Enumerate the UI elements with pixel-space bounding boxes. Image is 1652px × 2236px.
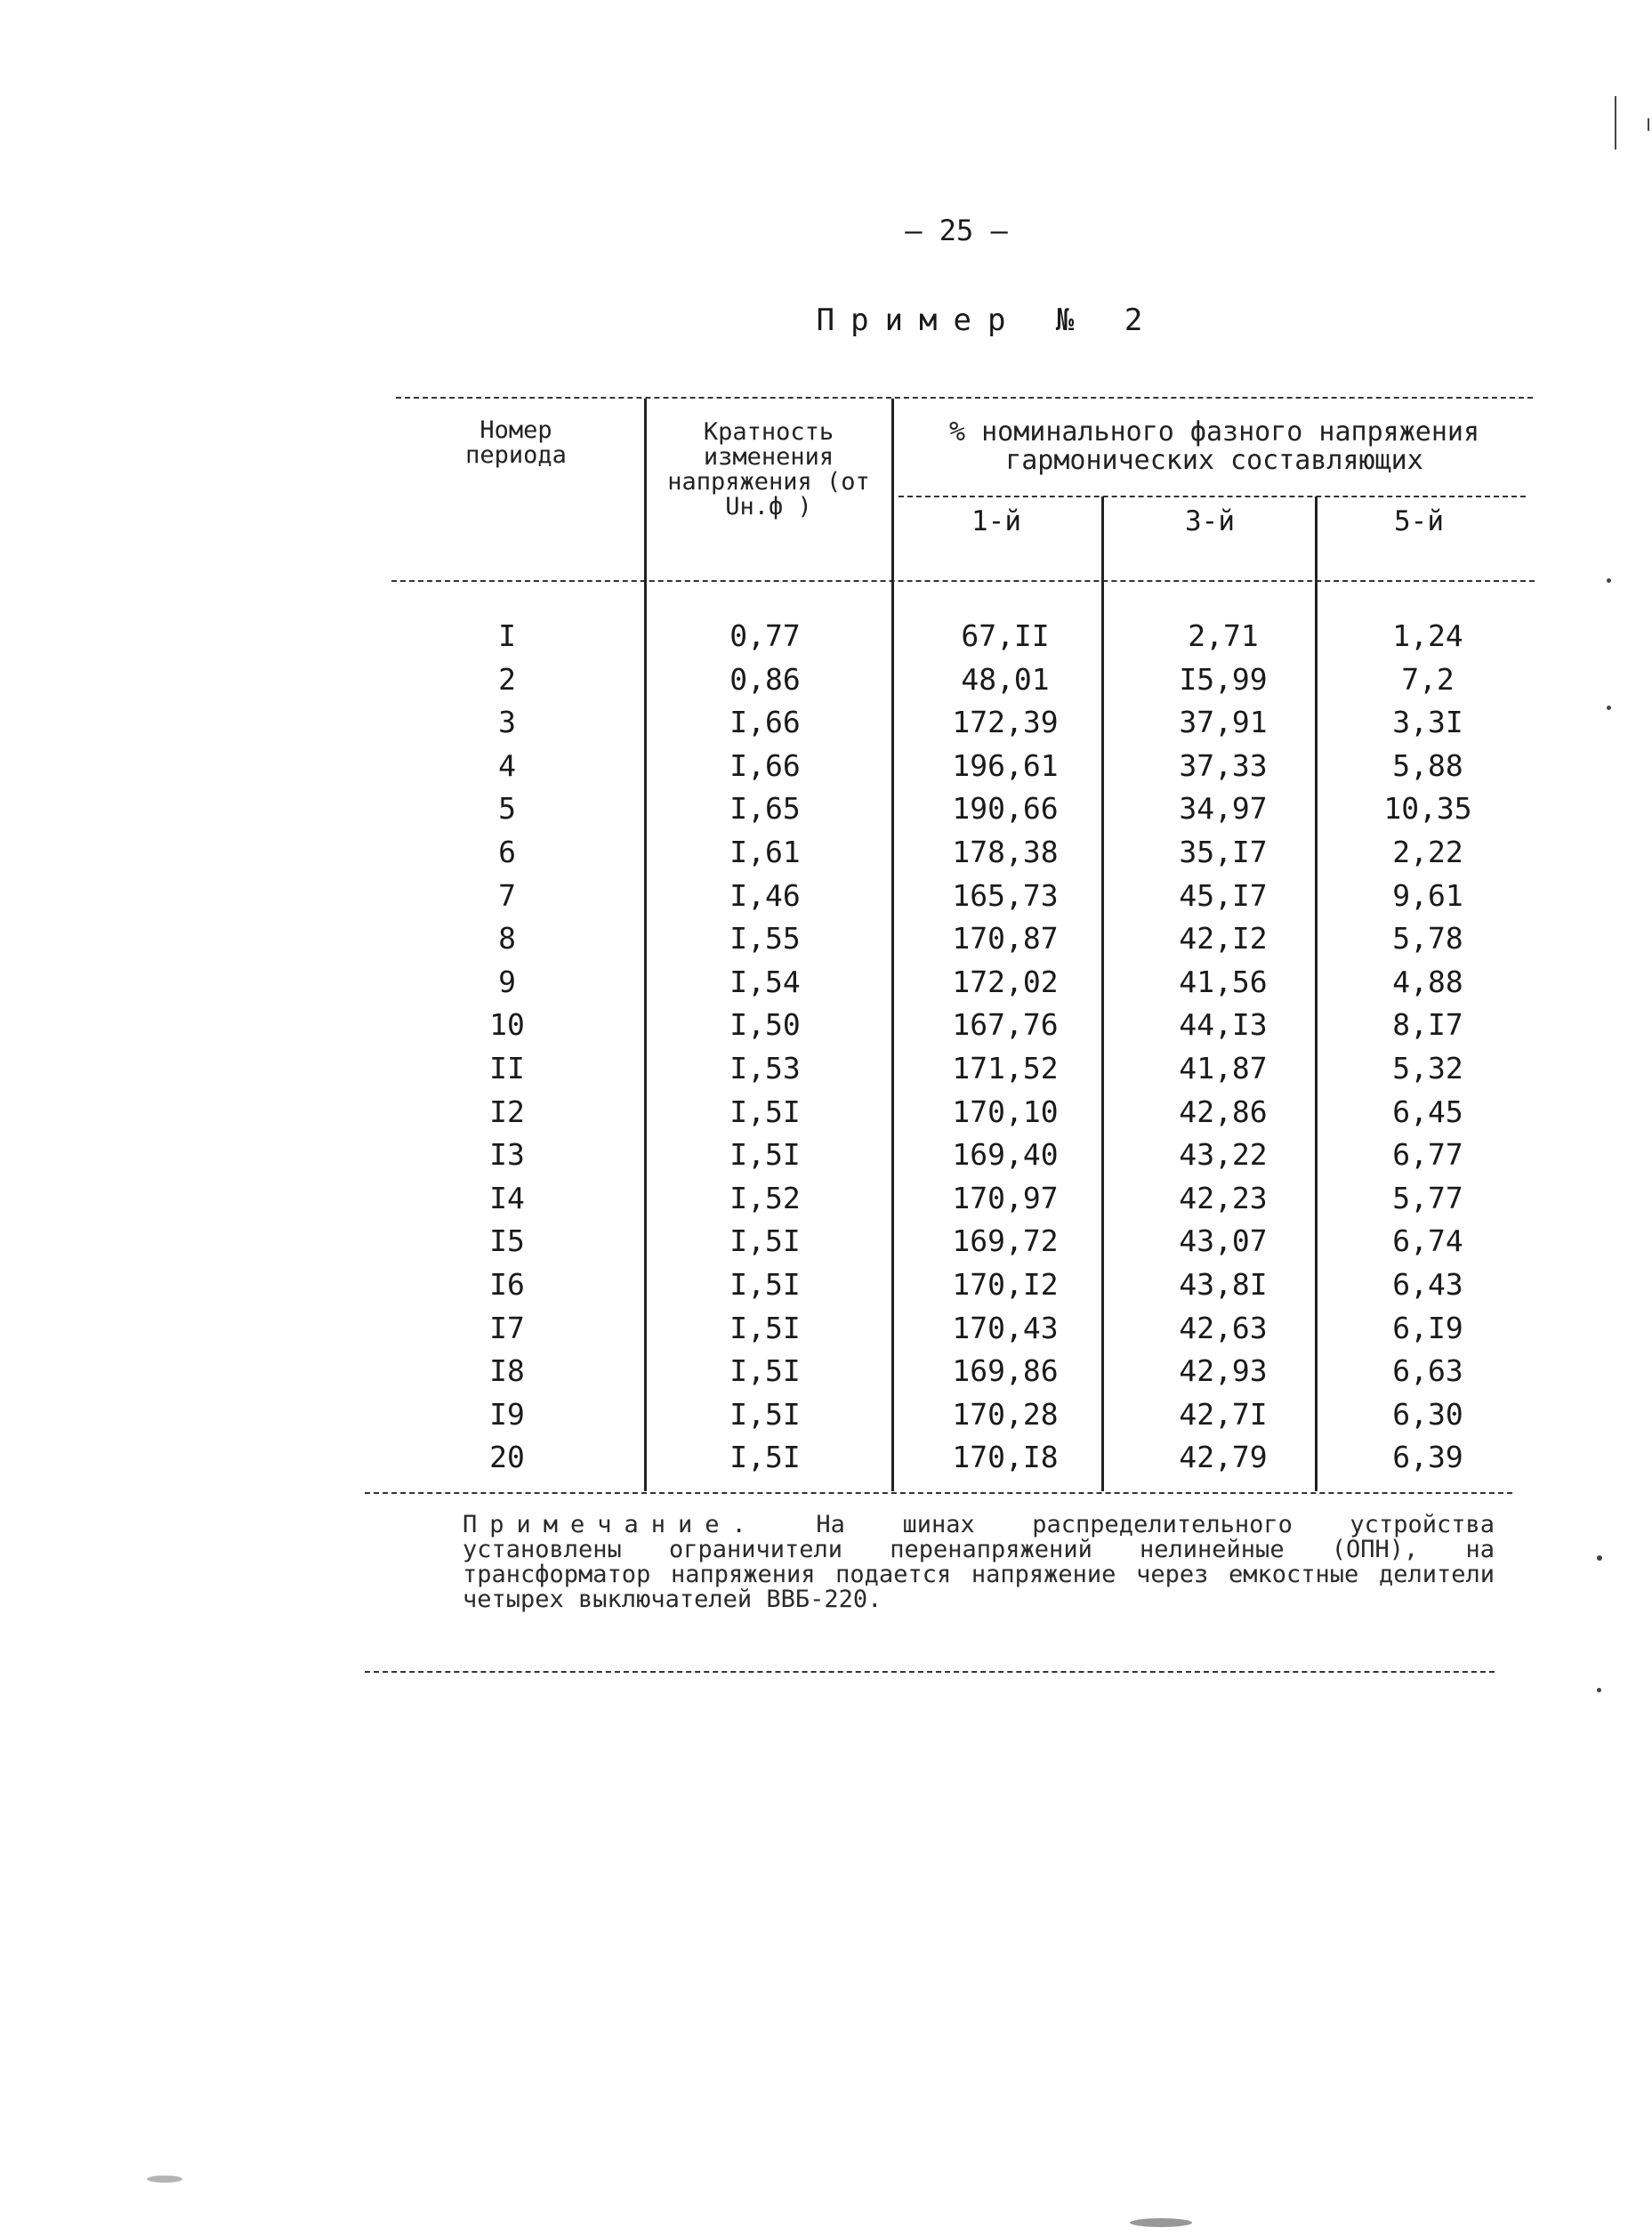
scan-speck [1130,2218,1192,2227]
cell-multiplicity: I,5I [729,1137,801,1173]
cell-period-number: 4 [498,747,516,783]
cell-harmonic-1: 169,72 [952,1223,1059,1259]
col-divider-1 [644,399,647,1491]
cell-period-number: I5 [489,1223,525,1259]
cell-multiplicity: I,46 [729,877,801,913]
scan-speck [1597,1555,1602,1561]
cell-multiplicity: 0,77 [729,618,801,653]
cell-harmonic-5: 6,43 [1392,1267,1463,1302]
table-header-rule [391,580,1535,582]
cell-period-number: 5 [498,791,516,827]
cell-harmonic-1: 172,02 [952,964,1059,999]
cell-harmonic-5: 10,35 [1383,791,1472,827]
cell-harmonic-1: 170,97 [952,1180,1059,1215]
cell-harmonic-1: 172,39 [952,705,1059,740]
cell-period-number: I9 [489,1396,525,1432]
table-subheader-rule [899,496,1526,497]
cell-harmonic-5: 6,63 [1392,1353,1463,1389]
cell-multiplicity: 0,86 [729,661,801,697]
cell-period-number: 8 [498,921,516,957]
cell-multiplicity: I,50 [729,1007,801,1043]
cell-harmonic-1: 169,40 [952,1137,1059,1173]
page-number: – 25 – [905,214,1008,247]
cell-harmonic-5: 1,24 [1392,618,1463,653]
cell-harmonic-1: 170,28 [952,1396,1059,1432]
cell-harmonic-5: 6,30 [1392,1396,1463,1432]
scan-speck [1607,578,1611,583]
cell-period-number: I4 [489,1180,525,1215]
cell-harmonic-1: 190,66 [952,791,1059,827]
cell-multiplicity: I,66 [729,705,801,740]
cell-harmonic-3: 42,79 [1179,1440,1268,1475]
cell-period-number: 3 [498,705,516,740]
cell-multiplicity: I,52 [729,1180,801,1215]
cell-harmonic-1: 170,43 [952,1310,1059,1345]
footnote-label: Примечание. [463,1511,759,1538]
cell-harmonic-3: 2,71 [1188,618,1259,653]
cell-multiplicity: I,54 [729,964,801,999]
cell-harmonic-3: 42,93 [1179,1353,1268,1389]
table-bottom-rule [365,1492,1512,1494]
cell-harmonic-3: 37,91 [1179,705,1268,740]
cell-harmonic-5: 5,78 [1392,921,1463,957]
scan-speck [1648,118,1649,131]
cell-period-number: 7 [498,877,516,913]
cell-harmonic-3: 42,63 [1179,1310,1268,1345]
cell-period-number: I [498,618,516,653]
cell-harmonic-3: 37,33 [1179,747,1268,783]
cell-multiplicity: I,65 [729,791,801,827]
cell-harmonic-1: 170,I2 [952,1267,1059,1302]
cell-harmonic-5: 4,88 [1392,964,1463,999]
cell-harmonic-1: 171,52 [952,1051,1059,1086]
cell-multiplicity: I,5I [729,1267,801,1302]
cell-harmonic-5: 2,22 [1392,835,1463,869]
header-period-number: Номер периода [465,416,567,469]
col-divider-2 [891,399,894,1491]
cell-harmonic-1: 48,01 [961,661,1050,697]
cell-period-number: I3 [489,1137,525,1173]
header-harmonic-5: 5-й [1394,505,1444,537]
cell-harmonic-1: 170,10 [952,1094,1059,1129]
cell-harmonic-1: 170,87 [952,921,1059,957]
cell-harmonic-3: I5,99 [1179,661,1268,697]
cell-harmonic-3: 45,I7 [1179,877,1268,913]
cell-harmonic-5: 6,45 [1392,1094,1463,1129]
header-harmonic-1: 1-й [971,505,1021,537]
example-title: Пример № 2 [816,303,1159,338]
cell-period-number: 2 [498,661,516,697]
cell-harmonic-3: 43,22 [1179,1137,1268,1173]
scan-speck [1607,706,1611,710]
cell-harmonic-5: 7,2 [1401,661,1455,697]
header-percent-nominal: % номинального фазного напряжения гармонических составляющих [948,416,1480,476]
scan-speck [147,2175,182,2183]
cell-harmonic-1: 169,86 [952,1353,1059,1389]
cell-harmonic-3: 43,8I [1179,1267,1268,1302]
cell-multiplicity: I,66 [729,747,801,783]
cell-multiplicity: I,5I [729,1396,801,1432]
cell-period-number: I2 [489,1094,525,1129]
cell-harmonic-5: 6,77 [1392,1137,1463,1173]
cell-period-number: 10 [489,1007,525,1043]
cell-harmonic-3: 42,I2 [1179,921,1268,957]
cell-harmonic-3: 42,7I [1179,1396,1268,1432]
footnote-text: На шинах распределительного устройства установлены ограничители перенапряжений нелинейные (ОПН), на трансформатор напряжения подается напряжение через емкостные делители четырех выключателей ВВБ-220. [463,1511,1495,1613]
cell-period-number: 6 [498,835,516,869]
cell-harmonic-3: 44,I3 [1179,1007,1268,1043]
cell-harmonic-5: 9,61 [1392,877,1463,913]
cell-harmonic-5: 6,74 [1392,1223,1463,1259]
cell-multiplicity: I,5I [729,1310,801,1345]
scan-speck [1597,1688,1601,1692]
cell-period-number: II [489,1051,525,1086]
cell-harmonic-3: 42,23 [1179,1180,1268,1215]
cell-harmonic-5: 5,88 [1392,747,1463,783]
cell-harmonic-3: 41,87 [1179,1051,1268,1086]
cell-harmonic-1: 196,61 [952,747,1059,783]
cell-harmonic-3: 42,86 [1179,1094,1268,1129]
cell-multiplicity: I,5I [729,1440,801,1475]
cell-harmonic-3: 35,I7 [1179,835,1268,869]
note-bottom-rule [365,1671,1495,1673]
cell-harmonic-1: 167,76 [952,1007,1059,1043]
cell-multiplicity: I,61 [729,835,801,869]
cell-harmonic-3: 43,07 [1179,1223,1268,1259]
cell-multiplicity: I,55 [729,921,801,957]
cell-harmonic-1: 178,38 [952,835,1059,869]
cell-harmonic-5: 8,I7 [1392,1007,1463,1043]
header-harmonic-3: 3-й [1185,505,1235,537]
cell-harmonic-5: 5,32 [1392,1051,1463,1086]
cell-period-number: 9 [498,964,516,999]
cell-multiplicity: I,5I [729,1223,801,1259]
cell-period-number: I7 [489,1310,525,1345]
cell-harmonic-5: 6,39 [1392,1440,1463,1475]
cell-period-number: 20 [489,1440,525,1475]
header-multiplicity: Кратность изменения напряжения (от Uн.ф ) [667,418,870,521]
cell-multiplicity: I,53 [729,1051,801,1086]
cell-harmonic-1: 170,I8 [952,1440,1059,1475]
footnote [463,1513,1495,1612]
cell-harmonic-1: 67,II [961,618,1050,653]
cell-period-number: I8 [489,1353,525,1389]
cell-multiplicity: I,5I [729,1353,801,1389]
cell-harmonic-5: 5,77 [1392,1180,1463,1215]
cell-period-number: I6 [489,1267,525,1302]
table-top-rule [396,397,1533,399]
cell-harmonic-5: 6,I9 [1392,1310,1463,1345]
scan-speck [1615,96,1616,149]
cell-multiplicity: I,5I [729,1094,801,1129]
cell-harmonic-3: 34,97 [1179,791,1268,827]
cell-harmonic-3: 41,56 [1179,964,1268,999]
cell-harmonic-1: 165,73 [952,877,1059,913]
cell-harmonic-5: 3,3I [1392,705,1463,740]
